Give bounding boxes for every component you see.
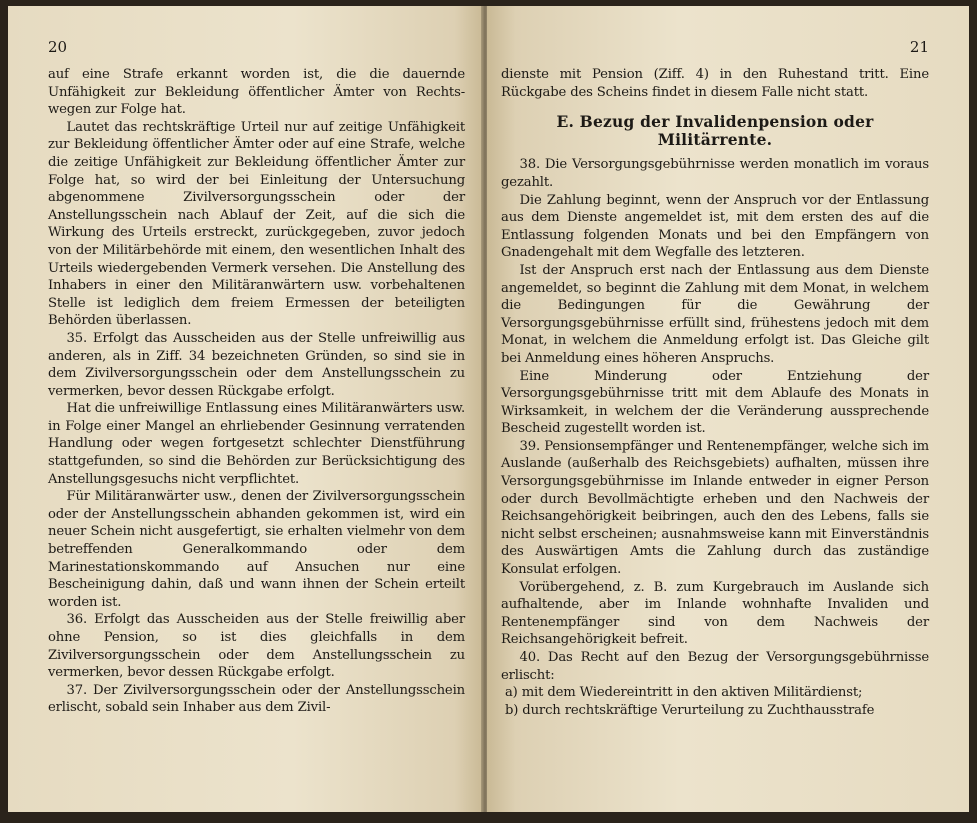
paragraph: Für Militäranwärter usw., denen der Zivilversorgungsschein oder der Anstellungsschein abhanden gekommen ist, wird ein neuer Schein nicht ausgefertigt, sie erhalten vielmehr von dem betreffenden Generalkommando oder dem Marinestationskommando auf Ansuchen nur eine Bescheinigung dahin, daß und wann ihnen der Schein erteilt worden ist. (48, 489, 465, 610)
left-page-text (48, 66, 465, 717)
right-page-number: 21 (909, 38, 929, 56)
paragraph: 39. Pensionsempfänger und Rentenempfänger, welche sich im Auslande (außerhalb des Reichsgebiets) aufhalten, müssen ihre Versorgungsgebührnisse im Inlande entweder in eigner Person oder durch Bevollmächtigte erheben und den Nachweis der Reichsangehörigkeit beibringen, auch den des Lebens, falls sie nicht selbst erscheinen; ausnahmsweise kann mit Einverständnis des Auswärtigen Amts die Zahlung durch das zuständige Konsulat erfolgen. (501, 438, 929, 578)
paragraph: Die Zahlung beginnt, wenn der Anspruch vor der Entlassung aus dem Dienste angemeldet ist, mit dem ersten des auf die Entlassung folgenden Monats und bei den Empfängern von Gnadengehalt mit dem Wegfalle des letzteren. (501, 192, 929, 261)
paragraph: 40. Das Recht auf den Bezug der Versorgungsgebührnisse erlischt: (501, 650, 929, 683)
left-page (8, 6, 483, 812)
paragraph: 36. Erfolgt das Ausscheiden aus der Stelle freiwillig aber ohne Pension, so ist dies gleichfalls in dem Zivilversorgungsschein oder dem Anstellungsschein zu vermerken, bevor dessen Rückgabe erfolgt. (48, 612, 465, 681)
list-item: a) mit dem Wiedereintritt in den aktiven Militärdienst; (504, 685, 863, 701)
paragraph: Lautet das rechtskräftige Urteil nur auf zeitige Unfähigkeit zur Bekleidung öffentlicher Ämter oder auf eine Strafe, welche die zeitige Unfähigkeit zur Bekleidung öffentlicher Ämter zur Folge hat, so wird der bei Einleitung der Untersuchung abgenommene Zivilversorgungsschein oder der Anstellungsschein nach Ablauf der Zeit, auf die sich die Wirkung des Urteils erstreckt, zurückgegeben, zuvor jedoch von der Militärbehörde mit einem, den wesentlichen Inhalt des Urteils wiedergebenden Vermerk versehen. Die Anstellung des Inhabers in einer den Militäranwärtern usw. vorbehaltenen Stelle ist lediglich dem freiem Ermessen der beteiligten Behörden überlassen. (48, 119, 465, 329)
right-page (487, 6, 969, 812)
paragraph: Vorübergehend, z. B. zum Kurgebrauch im Auslande sich aufhaltende, aber im Inlande wohnhafte Invaliden und Rentenempfänger sind von dem Nachweis der Reichsangehörigkeit befreit. (501, 579, 929, 648)
right-page-text (501, 66, 929, 719)
paragraph: 37. Der Zivilversorgungsschein oder der Anstellungsschein erlischt, sobald sein Inhaber aus dem Zivil- (48, 682, 465, 716)
list-item: b) durch rechtskräftige Verurteilung zu Zuchthausstrafe (504, 702, 875, 718)
section-heading: E. Bezug der Invalidenpension oder Militärrente. (556, 112, 874, 149)
paragraph: Ist der Anspruch erst nach der Entlassung aus dem Dienste angemeldet, so beginnt die Zahlung mit dem Monat, in welchem die Bedingungen für die Gewährung der Versorgungsgebührnisse erfüllt sind, frühestens jedoch mit dem Monat, in welchem die Anmeldung erfolgt ist. Das Gleiche gilt bei Anmeldung eines höheren Anspruchs. (501, 262, 929, 366)
paragraph: auf eine Strafe erkannt worden ist, die die dauernde Unfähigkeit zur Bekleidung öffentlicher Ämter von Rechts-wegen zur Folge hat. (48, 67, 465, 118)
left-page-number: 20 (48, 38, 68, 56)
paragraph: Hat die unfreiwillige Entlassung eines Militäranwärters usw. in Folge einer Mangel an ehrliebender Gesinnung verratenden Handlung oder wegen fortgesetzt schlechter Dienstführung stattgefunden, so sind die Behörden zur Berücksichtigung des Anstellungsgesuchs nicht verpflichtet. (48, 401, 465, 487)
paragraph: Eine Minderung oder Entziehung der Versorgungsgebührnisse tritt mit dem Ablaufe des Monats in Wirksamkeit, in welchem der die Veränderung aussprechende Bescheid zugestellt worden ist. (501, 368, 929, 437)
paragraph: 38. Die Versorgungsgebührnisse werden monatlich im voraus gezahlt. (501, 157, 929, 190)
paragraph: 35. Erfolgt das Ausscheiden aus der Stelle unfreiwillig aus anderen, als in Ziff. 34 bezeichneten Gründen, so sind sie in dem Zivilversorgungsschein oder dem Anstellungsschein zu vermerken, bevor dessen Rückgabe erfolgt. (48, 330, 465, 399)
paragraph: dienste mit Pension (Ziff. 4) in den Ruhestand tritt. Eine Rückgabe des Scheins findet in diesem Falle nicht statt. (501, 67, 929, 100)
